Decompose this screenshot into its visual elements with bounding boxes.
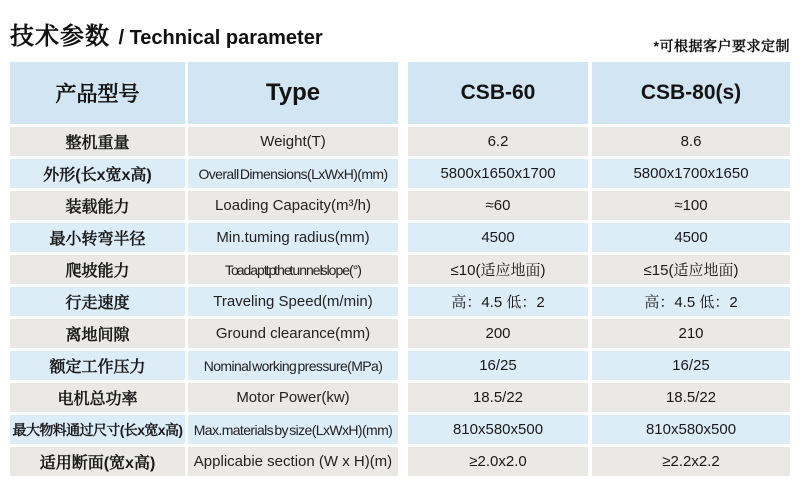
row-label-cn: 爬坡能力: [10, 255, 185, 284]
row-label-cn: 电机总功率: [10, 383, 185, 412]
row-value-csb80s: ≤15(适应地面): [592, 255, 790, 284]
row-value-csb60: 6.2: [408, 127, 588, 156]
header-csb80s: CSB-80(s): [592, 62, 790, 124]
table-row-ground-clearance: [10, 319, 790, 348]
row-label-en: Applicabie section (W x H)(m): [188, 447, 398, 476]
page-title: [10, 16, 323, 51]
row-value-csb60: 5800x1650x1700: [408, 159, 588, 188]
row-value-csb80s: 18.5/22: [592, 383, 790, 412]
row-value-csb60: ≈60: [408, 191, 588, 220]
row-label-en: Motor Power(kw): [188, 383, 398, 412]
table-row-weight: [10, 127, 790, 156]
row-label-en: Loading Capacity(m³/h): [188, 191, 398, 220]
title-bar: [0, 0, 800, 62]
row-label-cn: 适用断面(宽x高): [10, 447, 185, 476]
page-title-chinese: 技术参数: [10, 23, 110, 50]
table-row-applicable-section: [10, 447, 790, 476]
table-row-nominal-pressure: [10, 351, 790, 380]
row-value-csb60: 4500: [408, 223, 588, 252]
row-value-csb80s: 8.6: [592, 127, 790, 156]
row-value-csb80s: 5800x1700x1650: [592, 159, 790, 188]
row-label-en: Ground clearance(mm): [188, 319, 398, 348]
row-value-csb60: 高：4.5 低：2: [408, 287, 588, 316]
row-value-csb60: 16/25: [408, 351, 588, 380]
row-label-cn: 额定工作压力: [10, 351, 185, 380]
table-row-traveling-speed: [10, 287, 790, 316]
header-csb60: CSB-60: [408, 62, 588, 124]
row-value-csb80s: 16/25: [592, 351, 790, 380]
row-label-cn: 整机重量: [10, 127, 185, 156]
table-row-loading-capacity: [10, 191, 790, 220]
row-label-en: Min.tuming radius(mm): [188, 223, 398, 252]
row-value-csb80s: ≈100: [592, 191, 790, 220]
row-label-cn: 外形(长x宽x高): [10, 159, 185, 188]
table-row-tunnel-slope: [10, 255, 790, 284]
customization-note: *可根据客户要求定制: [653, 38, 790, 54]
row-value-csb80s: 高：4.5 低：2: [592, 287, 790, 316]
table-row-max-material-size: [10, 415, 790, 444]
row-label-en: Max.materials by size(LxWxH)(mm): [188, 415, 398, 444]
row-value-csb60: 18.5/22: [408, 383, 588, 412]
row-label-en: Overall Dimensions(LxWxH)(mm): [188, 159, 398, 188]
row-value-csb80s: 210: [592, 319, 790, 348]
row-value-csb60: ≥2.0x2.0: [408, 447, 588, 476]
header-type: Type: [188, 62, 398, 124]
row-value-csb60: 810x580x500: [408, 415, 588, 444]
header-product-model: 产品型号: [10, 62, 185, 124]
row-label-cn: 行走速度: [10, 287, 185, 316]
row-value-csb60: 200: [408, 319, 588, 348]
table-header-row: [10, 62, 790, 124]
page-title-english: / Technical parameter: [118, 27, 323, 49]
row-label-cn: 离地间隙: [10, 319, 185, 348]
row-label-en: Weight(T): [188, 127, 398, 156]
row-label-en: To adapt tp the tunnel slope(°): [188, 255, 398, 284]
row-label-en: Nominal working pressure(MPa): [188, 351, 398, 380]
row-label-en: Traveling Speed(m/min): [188, 287, 398, 316]
spec-table: [10, 62, 790, 476]
table-row-motor-power: [10, 383, 790, 412]
row-label-cn: 最小转弯半径: [10, 223, 185, 252]
row-label-cn: 最大物料通过尺寸(长x宽x高): [10, 415, 185, 444]
row-value-csb80s: 4500: [592, 223, 790, 252]
row-value-csb60: ≤10(适应地面): [408, 255, 588, 284]
row-value-csb80s: 810x580x500: [592, 415, 790, 444]
table-row-overall-dimensions: [10, 159, 790, 188]
row-label-cn: 装载能力: [10, 191, 185, 220]
row-value-csb80s: ≥2.2x2.2: [592, 447, 790, 476]
table-row-min-turning-radius: [10, 223, 790, 252]
